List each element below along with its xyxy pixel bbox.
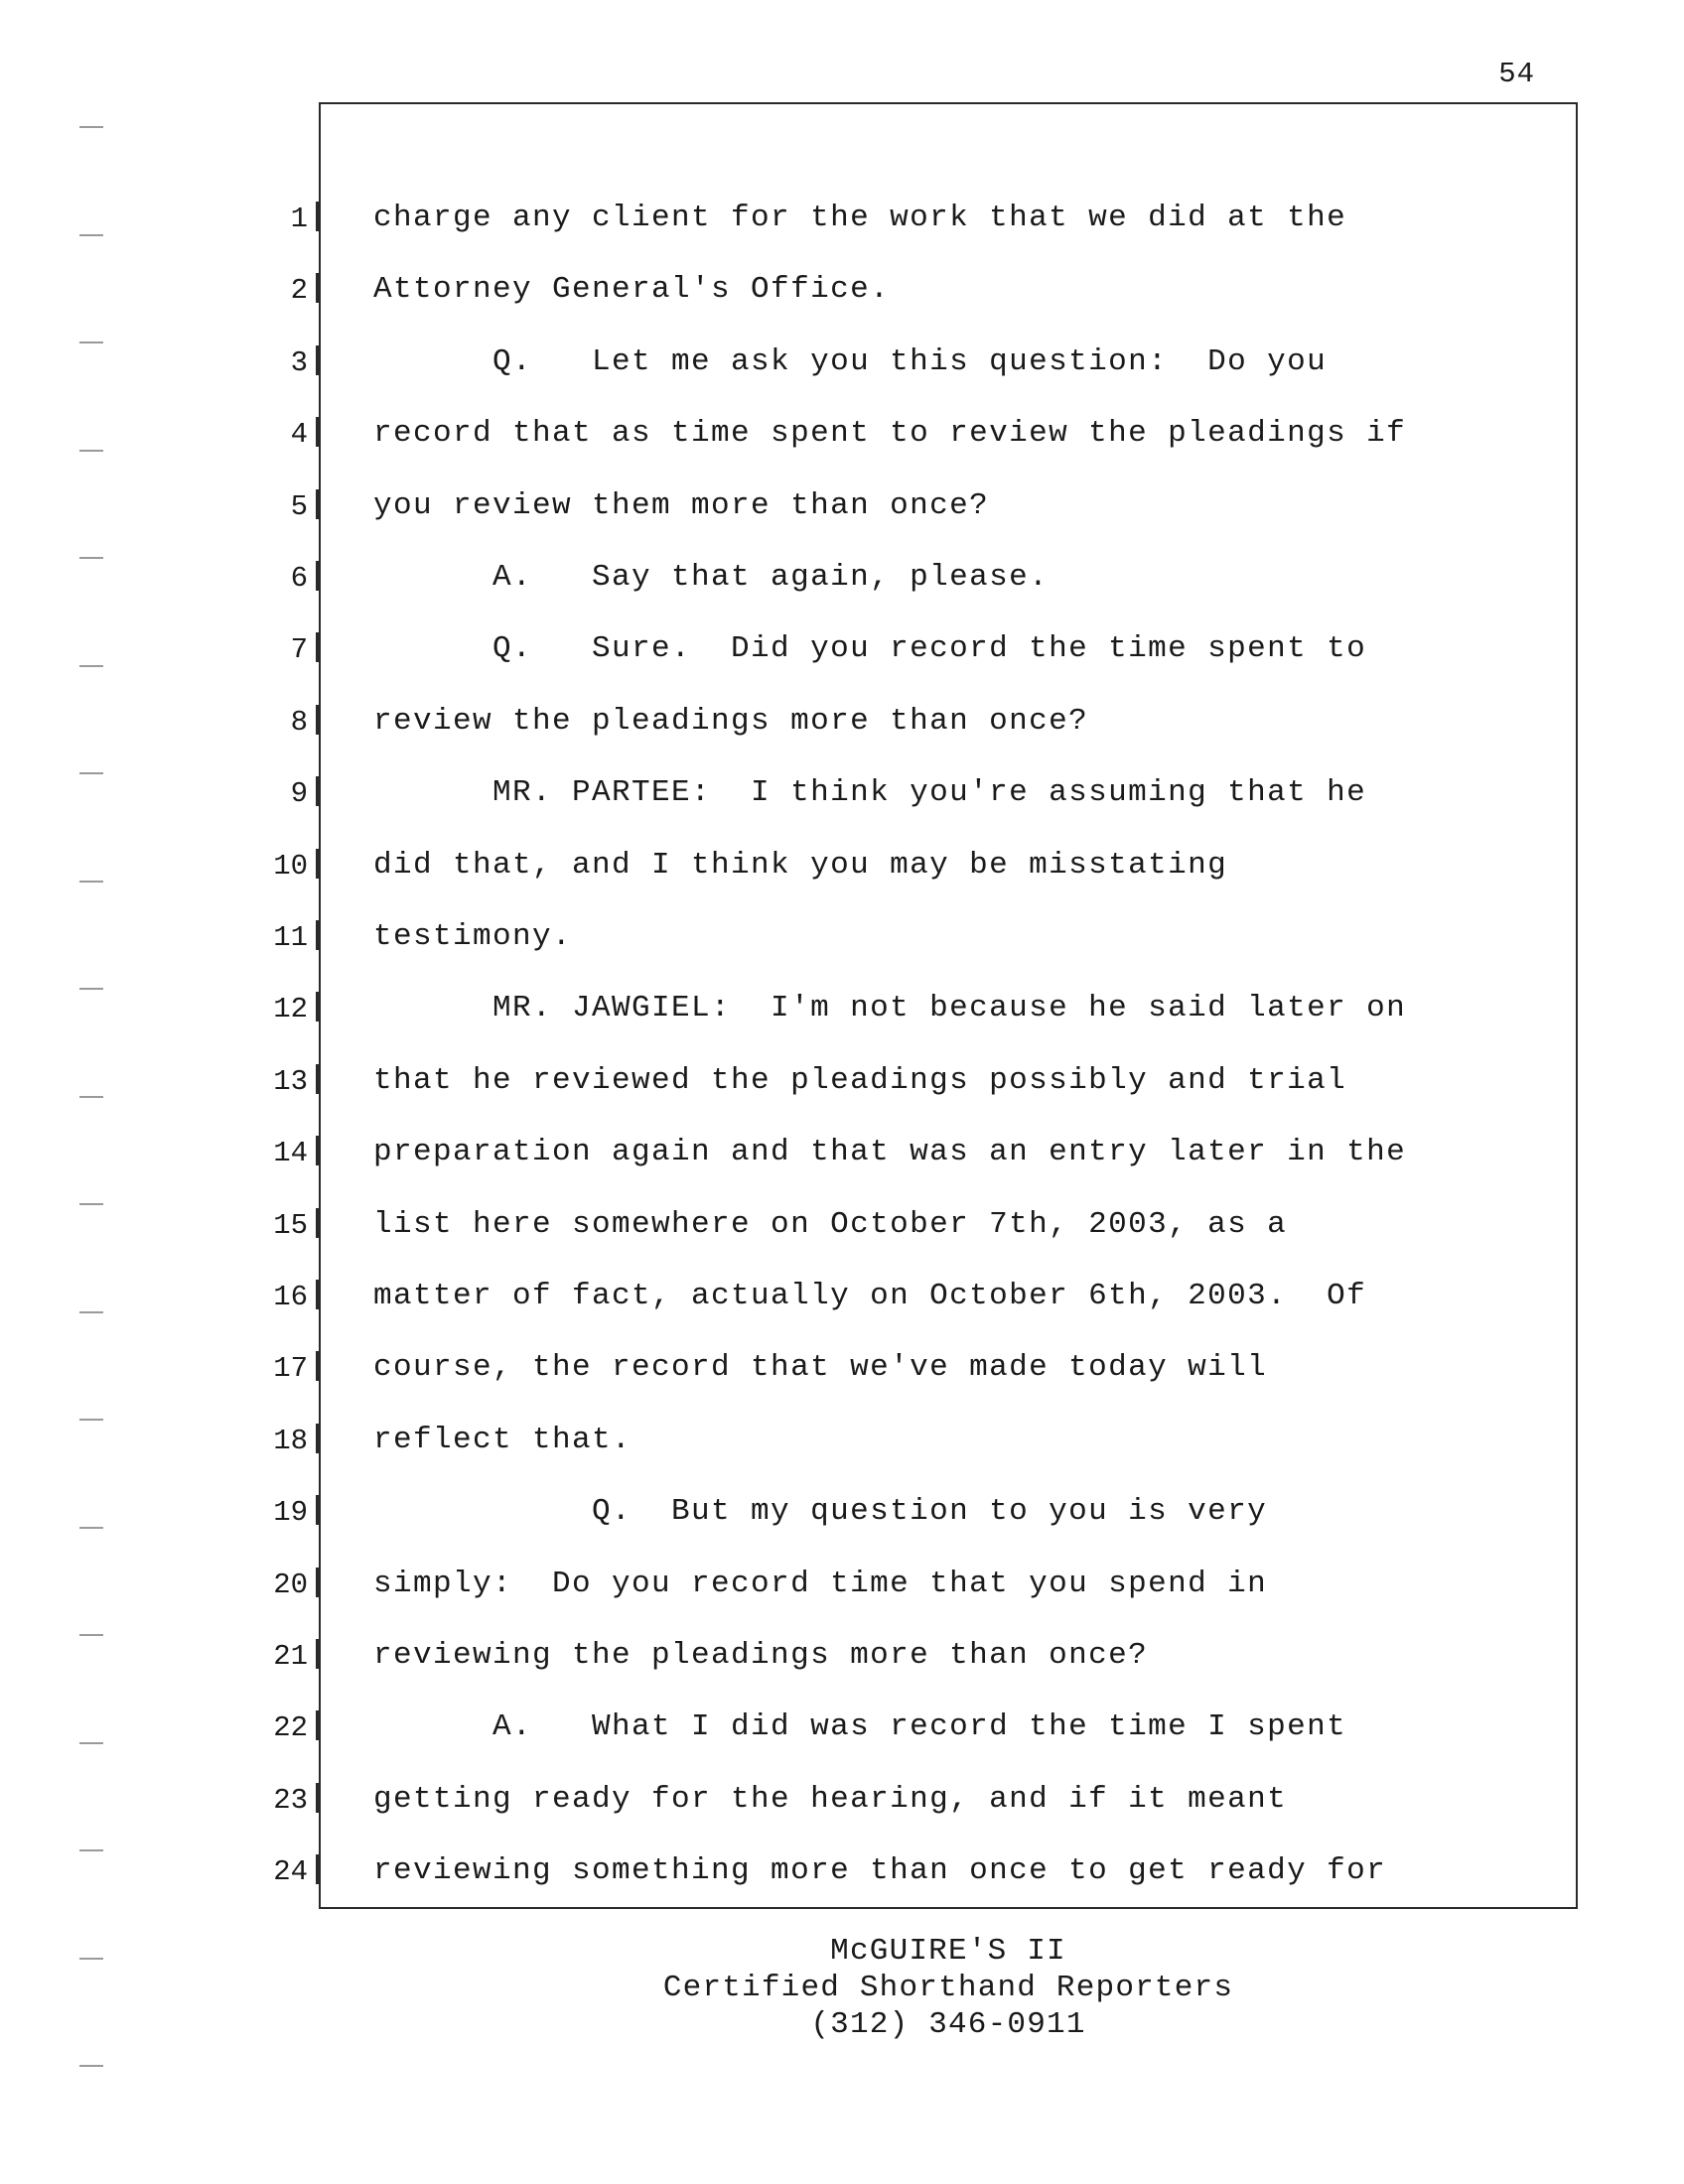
transcript-line: reviewing something more than once to get ready for bbox=[373, 1853, 1387, 1888]
line-number: 14 bbox=[273, 1137, 308, 1169]
line-number-divider bbox=[316, 1639, 319, 1669]
margin-tick bbox=[79, 557, 103, 559]
margin-tick bbox=[79, 1958, 103, 1960]
margin-tick bbox=[79, 881, 103, 883]
line-number: 13 bbox=[273, 1065, 308, 1098]
line-number: 5 bbox=[290, 490, 308, 523]
margin-tick bbox=[79, 1527, 103, 1529]
transcript-line: list here somewhere on October 7th, 2003, as a bbox=[373, 1207, 1288, 1242]
transcript-line: reflect that. bbox=[373, 1423, 632, 1457]
margin-tick bbox=[79, 126, 103, 128]
margin-tick bbox=[79, 1096, 103, 1098]
transcript-line: you review them more than once? bbox=[373, 488, 990, 523]
reporter-name: McGUIRE'S II bbox=[830, 1934, 1066, 1969]
margin-tick bbox=[79, 988, 103, 990]
margin-tick bbox=[79, 665, 103, 667]
transcript-line: MR. PARTEE: I think you're assuming that he bbox=[373, 775, 1367, 810]
line-number-divider bbox=[316, 1064, 319, 1094]
line-number: 17 bbox=[273, 1352, 308, 1385]
line-number-divider bbox=[316, 1351, 319, 1381]
line-number: 19 bbox=[273, 1496, 308, 1529]
line-number-divider bbox=[316, 345, 319, 375]
transcript-line: getting ready for the hearing, and if it meant bbox=[373, 1782, 1288, 1817]
line-number-divider bbox=[316, 632, 319, 662]
line-number: 12 bbox=[273, 993, 308, 1025]
margin-tick bbox=[79, 1203, 103, 1205]
transcript-line: Q. Sure. Did you record the time spent to bbox=[373, 631, 1367, 666]
transcript-line: course, the record that we've made today will bbox=[373, 1350, 1268, 1385]
transcript-line: MR. JAWGIEL: I'm not because he said later on bbox=[373, 991, 1407, 1025]
line-number: 22 bbox=[273, 1711, 308, 1744]
transcript-line: review the pleadings more than once? bbox=[373, 704, 1089, 739]
line-number: 1 bbox=[290, 203, 308, 235]
line-number: 3 bbox=[290, 346, 308, 379]
margin-tick bbox=[79, 1311, 103, 1313]
margin-tick bbox=[79, 450, 103, 452]
line-number-divider bbox=[316, 1568, 319, 1597]
line-number: 2 bbox=[290, 274, 308, 307]
transcript-line: testimony. bbox=[373, 919, 573, 954]
line-number: 16 bbox=[273, 1281, 308, 1313]
line-number: 9 bbox=[290, 777, 308, 810]
line-number-divider bbox=[316, 1495, 319, 1525]
transcript-line: Q. Let me ask you this question: Do you bbox=[373, 344, 1328, 379]
line-number: 11 bbox=[273, 921, 308, 954]
transcript-line: A. What I did was record the time I spent bbox=[373, 1709, 1347, 1744]
line-number: 23 bbox=[273, 1784, 308, 1817]
margin-tick bbox=[79, 341, 103, 343]
margin-tick bbox=[79, 772, 103, 774]
line-number: 18 bbox=[273, 1425, 308, 1457]
line-number-divider bbox=[316, 1854, 319, 1884]
transcript-line: simply: Do you record time that you spend in bbox=[373, 1567, 1268, 1601]
line-number: 10 bbox=[273, 850, 308, 883]
transcript-line: preparation again and that was an entry later in the bbox=[373, 1135, 1407, 1169]
line-number-divider bbox=[316, 561, 319, 591]
line-number: 6 bbox=[290, 562, 308, 595]
line-number-divider bbox=[316, 202, 319, 231]
transcript-line: matter of fact, actually on October 6th, 2003. Of bbox=[373, 1279, 1367, 1313]
line-number: 20 bbox=[273, 1569, 308, 1601]
transcript-line: record that as time spent to review the pleadings if bbox=[373, 416, 1407, 451]
transcript-line: A. Say that again, please. bbox=[373, 560, 1050, 595]
line-number: 15 bbox=[273, 1209, 308, 1242]
reporter-phone: (312) 346-0911 bbox=[810, 2007, 1086, 2042]
line-number-divider bbox=[316, 1208, 319, 1238]
transcript-line: Attorney General's Office. bbox=[373, 272, 891, 307]
line-number-divider bbox=[316, 1710, 319, 1740]
margin-tick bbox=[79, 1849, 103, 1851]
line-number: 24 bbox=[273, 1855, 308, 1888]
line-number-divider bbox=[316, 489, 319, 519]
reporter-footer bbox=[319, 1933, 1578, 2043]
line-number-divider bbox=[316, 1783, 319, 1813]
page-number: 54 bbox=[1498, 58, 1535, 90]
line-number: 21 bbox=[273, 1640, 308, 1673]
line-number-divider bbox=[316, 705, 319, 735]
line-number-divider bbox=[316, 1136, 319, 1165]
margin-tick bbox=[79, 1634, 103, 1636]
margin-tick bbox=[79, 1419, 103, 1421]
transcript-line: charge any client for the work that we did at the bbox=[373, 201, 1347, 235]
line-number-divider bbox=[316, 417, 319, 447]
line-number: 7 bbox=[290, 633, 308, 666]
transcript-line: did that, and I think you may be misstating bbox=[373, 848, 1228, 883]
margin-tick bbox=[79, 2065, 103, 2067]
line-number-divider bbox=[316, 776, 319, 806]
line-number-divider bbox=[316, 849, 319, 879]
line-number: 4 bbox=[290, 418, 308, 451]
margin-tick bbox=[79, 1742, 103, 1744]
transcript-line: reviewing the pleadings more than once? bbox=[373, 1638, 1149, 1673]
line-number-divider bbox=[316, 273, 319, 303]
margin-tick bbox=[79, 234, 103, 236]
line-number: 8 bbox=[290, 706, 308, 739]
line-number-divider bbox=[316, 920, 319, 950]
reporter-title: Certified Shorthand Reporters bbox=[662, 1971, 1234, 2005]
transcript-line: that he reviewed the pleadings possibly and trial bbox=[373, 1063, 1347, 1098]
transcript-line: Q. But my question to you is very bbox=[373, 1494, 1268, 1529]
line-number-divider bbox=[316, 1424, 319, 1453]
line-number-divider bbox=[316, 992, 319, 1022]
line-number-divider bbox=[316, 1280, 319, 1309]
